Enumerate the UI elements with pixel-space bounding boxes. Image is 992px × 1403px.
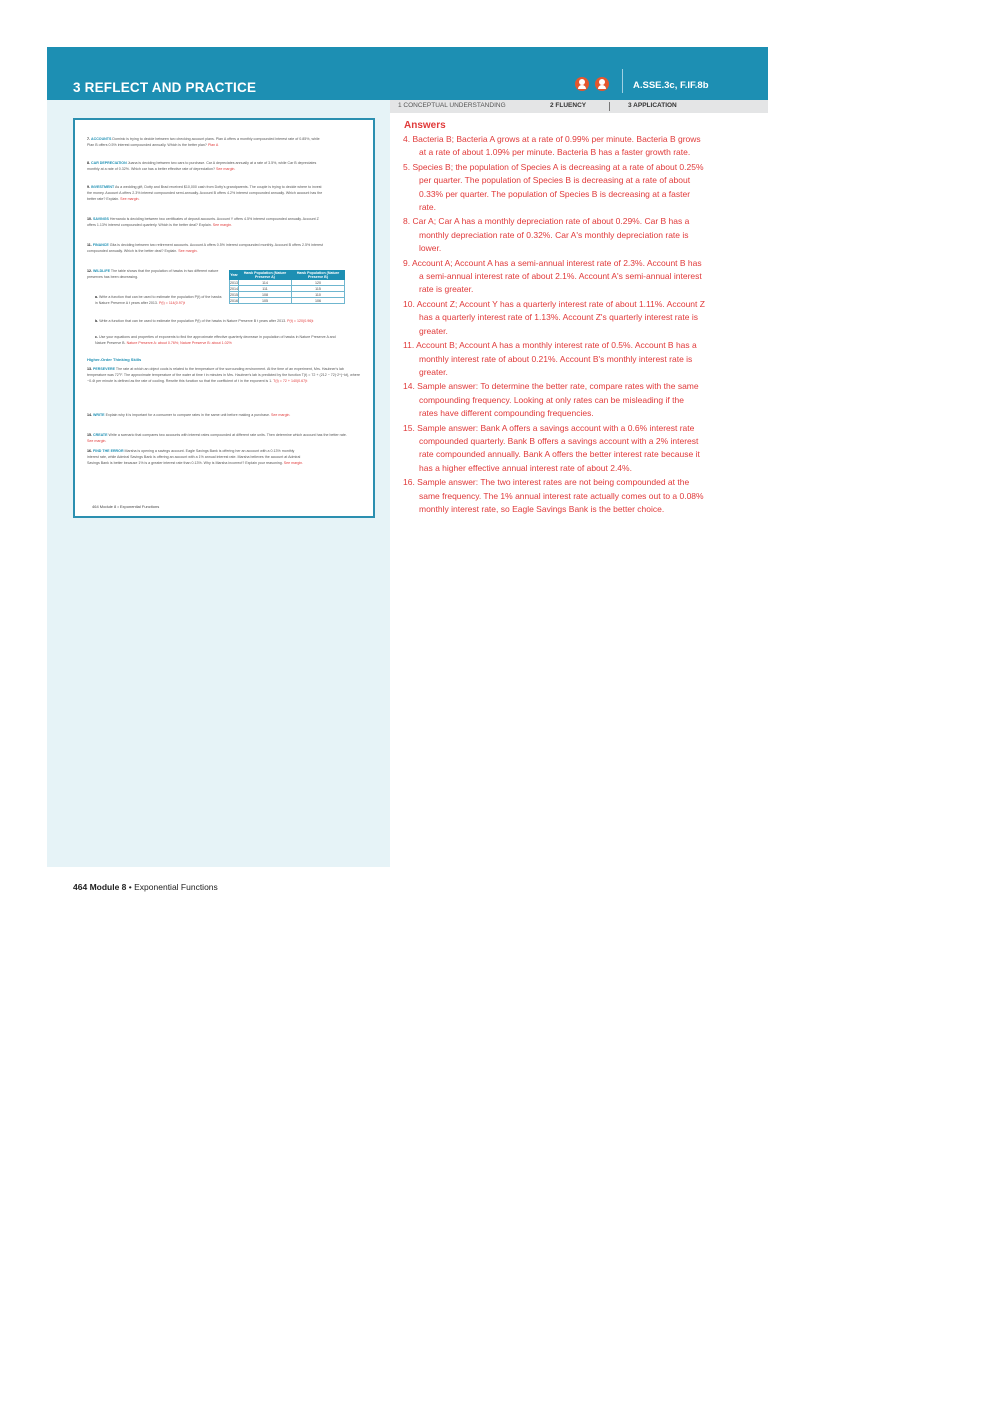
answer-item: 8. Car A; Car A has a monthly depreciation rate of about 0.29%. Car B has a monthly depreciation rate of 0.32%. Car A's monthly depreciation rate is lower. [403,216,690,254]
thumb-item: 15. CREATE Write a scenario that compares two accounts with interest rates compounded at different rate units. Then determine which account has the better rate. See margin. [87,433,347,443]
thumb-item: b. Write a function that can be used to estimate the population P(t) of the hawks in Nature Preserve B t years after 2013. P(t) = 120(0.96)t [95,319,314,323]
table-header: Hawk Population (Nature Preserve A) [239,271,292,280]
tab-conceptual-understanding[interactable]: 1 CONCEPTUAL UNDERSTANDING [398,102,506,109]
group-icon [595,77,609,91]
thumb-item: 10. SAVINGS Hernando is deciding between two certificates of deposit accounts. Account Y offers 4.5% interest compounded annually. Account Z offers 1.13% interest compounded quarterly. Which is the better deal? Explain. See margin. [87,217,319,227]
table-cell: 110 [291,292,344,298]
standards-label: A.SSE.3c, F.IF.8b [633,80,709,91]
thumb-item: a. Write a function that can be used to estimate the population P(t) of the hawks in Nature Preserve A t years after 2013. P(t) = 114(0.97)t [95,295,222,305]
thumb-item: 8. CAR DEPRECIATION Juana is deciding between two cars to purchase. Car A depreciates annually at a rate of 3.5%, while Car B depreciates monthly at a rate of 0.32%. Which car has a better effective rate of depreciation? See margin. [87,161,317,171]
table-cell: 2013 [230,280,238,285]
answer-item: 15. Sample answer: Bank A offers a savings account with a 0.6% interest rate compounded quarterly. Bank B offers a savings account with a 2% interest rate compounded annually. Bank A offers the better interest rate because it has a higher effective annual interest rate of about 2.4%. [403,422,700,473]
table-cell: 111 [239,286,292,292]
answers-heading: Answers [404,120,446,131]
thumb-footer: 464 Module 8 • Exponential Functions [92,504,160,509]
tab-fluency[interactable]: 2 FLUENCY [550,102,587,109]
table-cell: 108 [239,292,292,298]
table-header: Year [230,271,239,280]
table-cell: 114 [239,280,292,286]
answer-item: 5. Species B; the population of Species A is decreasing at a rate of about 0.25% per quarter. The population of Species B is decreasing at a rate of about 0.33% per quarter. The population of Species B is decreasing at a faster rate. [403,161,704,213]
student-page-thumbnail [73,118,375,518]
answer-item: 11. Account B; Account A has a monthly interest rate of 0.5%. Account B has a monthly interest rate of about 0.21%. Account B's monthly interest rate is greater. [403,340,697,377]
table-row [230,298,345,304]
topic-label: Exponential Functions [134,882,218,892]
tab-application[interactable]: 3 APPLICATION [628,102,677,109]
table-cell: 2016 [230,298,238,303]
person-icon [575,77,589,91]
answer-item: 4. Bacteria B; Bacteria A grows at a rate of 0.99% per minute. Bacteria B grows at a rate of about 1.09% per minute. Bacteria B has a faster growth rate. [403,134,701,158]
table-cell: 2014 [230,286,238,291]
hawk-population-table [229,270,345,304]
answer-item: 10. Account Z; Account Y has a quarterly interest rate of about 1.11%. Account Z has a quarterly interest rate of 1.13%. Account Z's quarterly interest rate is greater. [403,298,705,336]
answer-item: 9. Account A; Account A has a semi-annual interest rate of 2.3%. Account B has a semi-annual interest rate of about 2.1%. Account A's semi-annual interest rate is greater. [403,257,702,295]
thumb-item: 14. WRITE Explain why it is important for a consumer to compare rates in the same unit before making a purchase. See margin. [87,413,291,417]
page-number: 464 [73,882,88,892]
section-title: 3 REFLECT AND PRACTICE [73,80,257,95]
hots-label: Higher-Order Thinking Skills [87,357,142,362]
header-divider [622,69,623,93]
module-label: Module 8 [89,882,127,892]
answers-list [403,133,705,517]
thumb-item: 12. WILDLIFE The table shows that the population of hawks in two different nature preserves has been decreasing. [87,269,219,279]
thumb-item: 16. FIND THE ERROR Marsha is opening a savings account. Eagle Savings Bank is offering her an account with a 0.13% monthly interest rate, while Admiral Savings Bank is offering an account with a 1% annual interest rate. Marsha believes the account at Admiral Savings Bank is better because 1% is a greater interest rate than 0.13%. Why is Marsha incorrect? Explain your reasoning. See margin. [87,449,304,465]
footer-separator: • [128,882,132,892]
thumb-item: 9. INVESTMENT As a wedding gift, Dotty and Brad received $10,000 cash from Dotty's grandparents. The couple is trying to decide where to invest the money. Account A offers 2.3% interest compounded semi-annually. Account B offers 4.2% interest compounded annually. Which account has the better rate? Explain. See margin. [87,185,323,201]
thumb-item: 11. FINANCE Gita is deciding between two retirement accounts. Account A offers 0.5% interest compounded monthly. Account B offers 2.5% interest compounded annually. Which is the better deal? Explain. See margin. [87,243,323,253]
table-cell: 120 [291,280,344,286]
thumb-item: 13. PERSEVERE The rate at which an object cools is related to the temperature of the surrounding environment. At the time of an experiment, Mrs. Haubner's lab temperature was 72°F. The approximate temperature of the water at time t in minutes in Mrs. Haubner's lab is predicted by the function T(t) = 72 + (212 − 72)·2^(−kt), where −0.4t per minute is defined as the rate of cooling. Rewrite this function so that the coefficient of t in the exponent is 1. T(t) = 72 + 140(0.67)t [87,367,360,383]
thumb-item: c. Use your equations and properties of exponents to find the approximate effective quarterly decrease in population of hawks in Nature Preserve A and Nature Preserve B. Nature Preserve A: about 0.76%; Nature Preserve B: about 1.02% [95,335,336,345]
answer-item: 16. Sample answer: The two interest rates are not being compounded at the same frequency. The 1% annual interest rate actually comes out to a 0.08% monthly interest rate, so Eagle Savings Bank is the better choice. [403,477,704,514]
table-cell: 2015 [230,292,238,297]
answer-item: 14. Sample answer: To determine the better rate, compare rates with the same compounding frequency. Looking at only rates can be misleading if the rates have different compounding frequencies. [403,381,699,419]
table-cell: 105 [239,298,292,304]
page-footer [73,882,218,892]
tab-separator [609,102,610,111]
table-cell: 115 [291,286,344,292]
table-cell: 106 [291,298,344,304]
table-header: Hawk Population (Nature Preserve B) [291,271,344,280]
thumb-item: 7. ACCOUNTS Dominic is trying to decide between two checking account plans. Plan A offers a monthly compounded interest rate of 0.85%, while Plan B offers 0.5% interest compounded annually. Which is the better plan? Plan A [87,137,320,147]
